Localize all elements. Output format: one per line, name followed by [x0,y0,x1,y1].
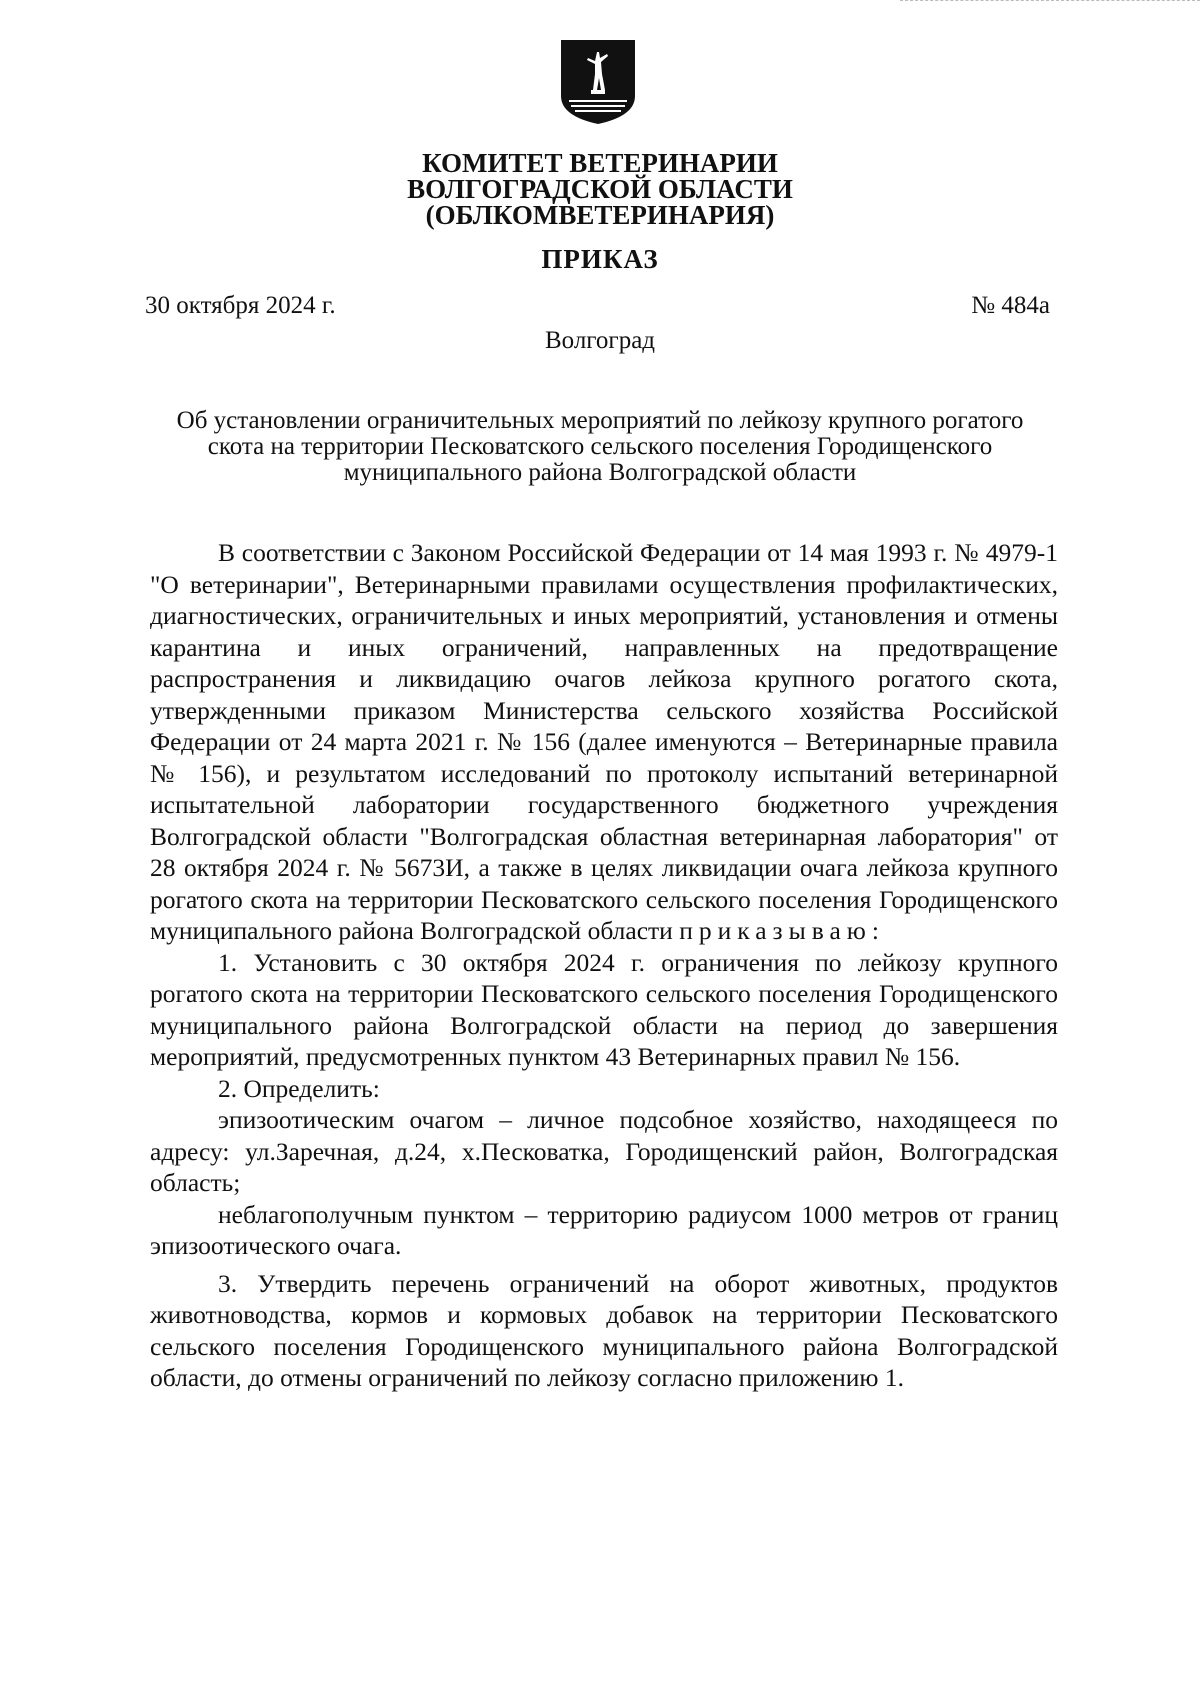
city: Волгоград [544,327,656,354]
item-2: 2. Определить: [218,1073,380,1103]
preamble-text: В соответствии с Законом Российской Федерации от 14 мая 1993 г. № 4979-1 "О ветеринарии", Ветеринарными правилами осуществления профилактических, диагностических, ограничительных и иных мероприятий, установления и отмены карантина и иных ограничений, направленных на предотвращение распространения и ликвидацию очагов лейкоза крупного рогатого скота, утвержденными приказом Министерства сельского хозяйства Российской Федерации от 24 марта 2021 г. № 156 (далее именуются – Ветеринарные правила № 156), и результатом исследований по протоколу испытаний ветеринарной испытательной лаборатории государственного бюджетного учреждения Волгоградской области "Волгоградская областная ветеринарная лаборатория" от 28 октября 2024 г. № 5673И, а также в целях ликвидации очага лейкоза крупного рогатого скота на территории Песковатского сельского поселения Городищенского муниципального района Волгоградской области [150,538,1058,945]
item-1: 1. Установить с 30 октября 2024 г. ограничения по лейкозу крупного рогатого скота на территории Песковатского сельского поселения Городищенского муниципального района Волгоградской области на период до завершения мероприятий, предусмотренных пунктом 43 Ветеринарных правил № 156. [150,947,1058,1071]
item-2b: неблагополучным пунктом – территорию радиусом 1000 метров от границ эпизоотического очага. [150,1199,1058,1260]
org-name-line-2: ВОЛГОГРАДСКОЙ ОБЛАСТИ [407,174,793,204]
coat-of-arms-emblem [557,38,639,126]
order-number: № 484а [971,292,1050,319]
order-title: Об установлении ограничительных мероприятий по лейкозу крупного рогатого скота на территории Песковатского сельского поселения Городищенского муниципального района Волгоградской области [176,407,1024,486]
preamble-paragraph [150,537,1058,947]
item-2a: эпизоотическим очагом – личное подсобное хозяйство, находящееся по адресу: ул.Заречная, д.24, х.Песковатка, Городищенский район, Волгоградская область; [150,1105,1058,1197]
org-name-line-3: (ОБЛКОМВЕТЕРИНАРИЯ) [425,200,775,230]
order-date: 30 октября 2024 г. [145,292,336,319]
orders-word: приказываю: [679,916,885,945]
document-type: ПРИКАЗ [541,244,659,274]
org-name-line-1: КОМИТЕТ ВЕТЕРИНАРИИ [422,148,778,178]
order-body [150,537,1058,1394]
item-3: 3. Утвердить перечень ограничений на оборот животных, продуктов животноводства, кормов и кормовых добавок на территории Песковатского сельского поселения Городищенского муниципального района Волгоградской области, до отмены ограничений по лейкозу согласно приложению 1. [150,1268,1058,1392]
scan-edge-line [900,0,1200,3]
